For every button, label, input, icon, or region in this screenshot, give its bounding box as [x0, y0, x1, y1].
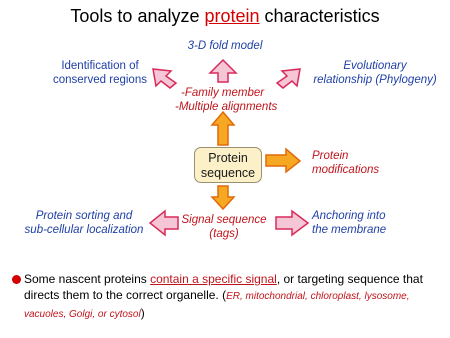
label-3d-fold: 3-D fold model — [187, 40, 263, 52]
label-signal — [174, 213, 274, 241]
label-modifications-line2: modifications — [312, 164, 380, 176]
label-conserved — [30, 59, 170, 87]
note-text-1: Some nascent proteins — [24, 272, 151, 286]
label-evolutionary — [300, 59, 450, 87]
bullet-dot — [12, 275, 21, 284]
center-line2: sequence — [200, 166, 256, 180]
label-family — [175, 86, 315, 114]
center-line1: Protein — [208, 151, 248, 165]
label-evolutionary-line2: relationship (Phylogeny) — [313, 74, 437, 86]
arrow-center-up — [212, 112, 234, 145]
arrow-up-top — [210, 60, 236, 82]
label-family-line2: -Multiple alignments — [175, 101, 278, 113]
arrow-right — [276, 211, 308, 235]
label-sorting-line1: Protein sorting and — [35, 210, 133, 222]
title-highlight: protein — [204, 6, 260, 26]
label-sorting — [14, 209, 154, 237]
label-family-line1: -Family member — [181, 87, 265, 99]
label-signal-line2: (tags) — [209, 228, 239, 240]
label-modifications — [312, 149, 432, 177]
label-conserved-line1: Identification of — [61, 60, 139, 72]
arrow-center-right — [266, 149, 300, 172]
label-anchoring — [312, 209, 412, 237]
label-anchoring-line2: the membrane — [312, 224, 387, 236]
label-conserved-line2: conserved regions — [53, 74, 147, 86]
arrow-center-down — [212, 186, 234, 209]
note-text-2: , or targeting sequence that directs them to the correct organelle. ( — [24, 272, 423, 302]
title-text-end: characteristics — [259, 6, 380, 26]
signal-note — [24, 271, 444, 323]
protein-sequence-box — [194, 147, 262, 183]
note-link: contain a specific signal — [150, 272, 277, 286]
label-sorting-line2: sub-cellular localization — [24, 224, 144, 236]
note-organelles: ER, mitochondrial, chloroplast, lysosome, vacuoles, Golgi, or cytosol — [24, 291, 410, 320]
title-text: Tools to analyze — [70, 6, 205, 26]
label-signal-line1: Signal sequence — [181, 214, 267, 226]
label-anchoring-line1: Anchoring into — [312, 210, 386, 222]
label-evolutionary-line1: Evolutionary — [343, 60, 407, 72]
note-text-3: ) — [140, 306, 145, 320]
label-modifications-line1: Protein — [312, 150, 349, 162]
